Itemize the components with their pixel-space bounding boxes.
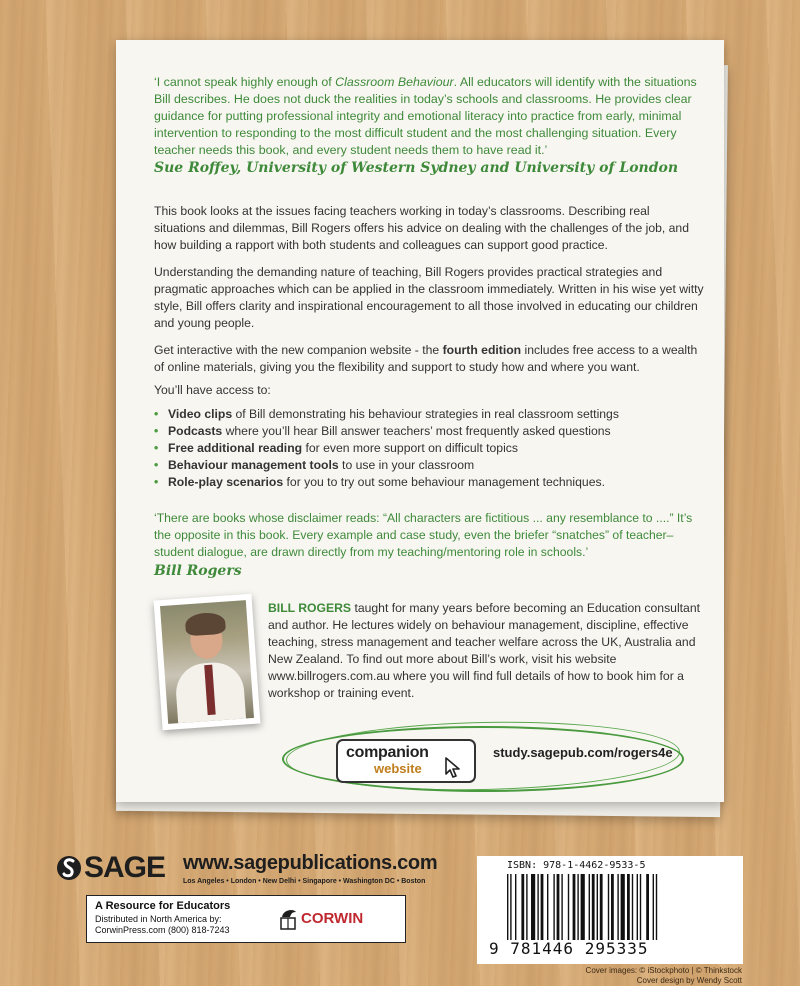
publisher-url: www.sagepublications.com bbox=[183, 852, 438, 874]
sage-logo: SAGE bbox=[56, 851, 165, 885]
design-credit: Cover design by Wendy Scott bbox=[636, 976, 742, 985]
author-quote: ‘There are books whose disclaimer reads: “All characters are fictitious ... any resemblance to ....” It’s the opposite in this book. Every example and case study, even the briefer “snatches” of teacher–student dialogue, are drawn directly from my teaching/mentoring role in schools.’ bbox=[154, 511, 693, 559]
feature-list bbox=[154, 406, 704, 491]
companion-url: study.sagepub.com/rogers4e bbox=[493, 745, 673, 760]
isbn-text: ISBN: 978-1-4462-9533-5 bbox=[507, 860, 646, 871]
list-item: • Free additional reading for even more support on difficult topics bbox=[154, 440, 704, 457]
companion-website-badge: companion website bbox=[336, 739, 476, 783]
description-paragraph-2: Understanding the demanding nature of teaching, Bill Rogers provides practical strategies and pragmatic approaches which can be applied in the classroom immediately. Written in his wise yet witty style, Bill offers clarity and inspirational encouragement to all those involved in educating our children and young people. bbox=[154, 265, 704, 330]
author-name: BILL ROGERS bbox=[268, 601, 352, 615]
author-bio: BILL ROGERS taught for many years before becoming an Education consultant and author. He lectures widely on behaviour management, discipline, effective teaching, stress management and teacher welfare across the UK, Australia and New Zealand. To find out more about Bill’s work, visit his website www.billrogers.com.au where you will find full details of how to book him for a workshop or training event. bbox=[268, 601, 700, 700]
description-paragraph-3: Get interactive with the new companion website - the fourth edition includes free access to a wealth of online materials, giving you the flexibility and support to study how and where you want. bbox=[154, 343, 698, 374]
access-intro: You’ll have access to: bbox=[154, 383, 271, 397]
barcode-box bbox=[477, 856, 743, 964]
sage-logo-icon bbox=[56, 853, 82, 883]
barcode-graphic bbox=[505, 874, 721, 940]
cursor-icon bbox=[444, 757, 462, 779]
description-paragraph-1: This book looks at the issues facing teachers working in today’s classrooms. Describing real situations and dilemmas, Bill Rogers offers his advice on dealing with the challenges of the job, and how building a rapport with both students and colleagues can support good practice. bbox=[154, 204, 689, 252]
endorsement-attribution: Sue Roffey, University of Western Sydney and University of London bbox=[154, 160, 679, 176]
endorsement-quote: ‘I cannot speak highly enough of Classroom Behaviour. All educators will identify with the situations Bill describes. He does not duck the realities in today’s schools and classrooms. He provides clear guidance for putting professional integrity and emotional literacy into practice from early, minimal intervention to responding to the most difficult student and the most challenging situation. Every teacher needs this book, and every student needs them to have read it.’ bbox=[154, 75, 697, 157]
barcode-digits: 9 781446 295335 bbox=[489, 939, 649, 958]
author-photo bbox=[154, 594, 261, 731]
corwin-bird-icon bbox=[279, 905, 299, 931]
list-item: • Role-play scenarios for you to try out some behaviour management techniques. bbox=[154, 474, 704, 491]
image-credit: Cover images: © iStockphoto | © Thinkstock bbox=[585, 966, 742, 975]
list-item: • Video clips of Bill demonstrating his behaviour strategies in real classroom settings bbox=[154, 406, 704, 423]
book-title: Classroom Behaviour bbox=[335, 75, 454, 89]
list-item: • Podcasts where you’ll hear Bill answer teachers’ most frequently asked questions bbox=[154, 423, 704, 440]
publisher-cities: Los Angeles • London • New Delhi • Singapore • Washington DC • Boston bbox=[183, 878, 426, 885]
author-quote-attribution: Bill Rogers bbox=[154, 563, 242, 579]
list-item: • Behaviour management tools to use in your classroom bbox=[154, 457, 704, 474]
resource-box: A Resource for Educators Distributed in North America by: CorwinPress.com (800) 818-7243 CORWIN bbox=[86, 895, 406, 943]
